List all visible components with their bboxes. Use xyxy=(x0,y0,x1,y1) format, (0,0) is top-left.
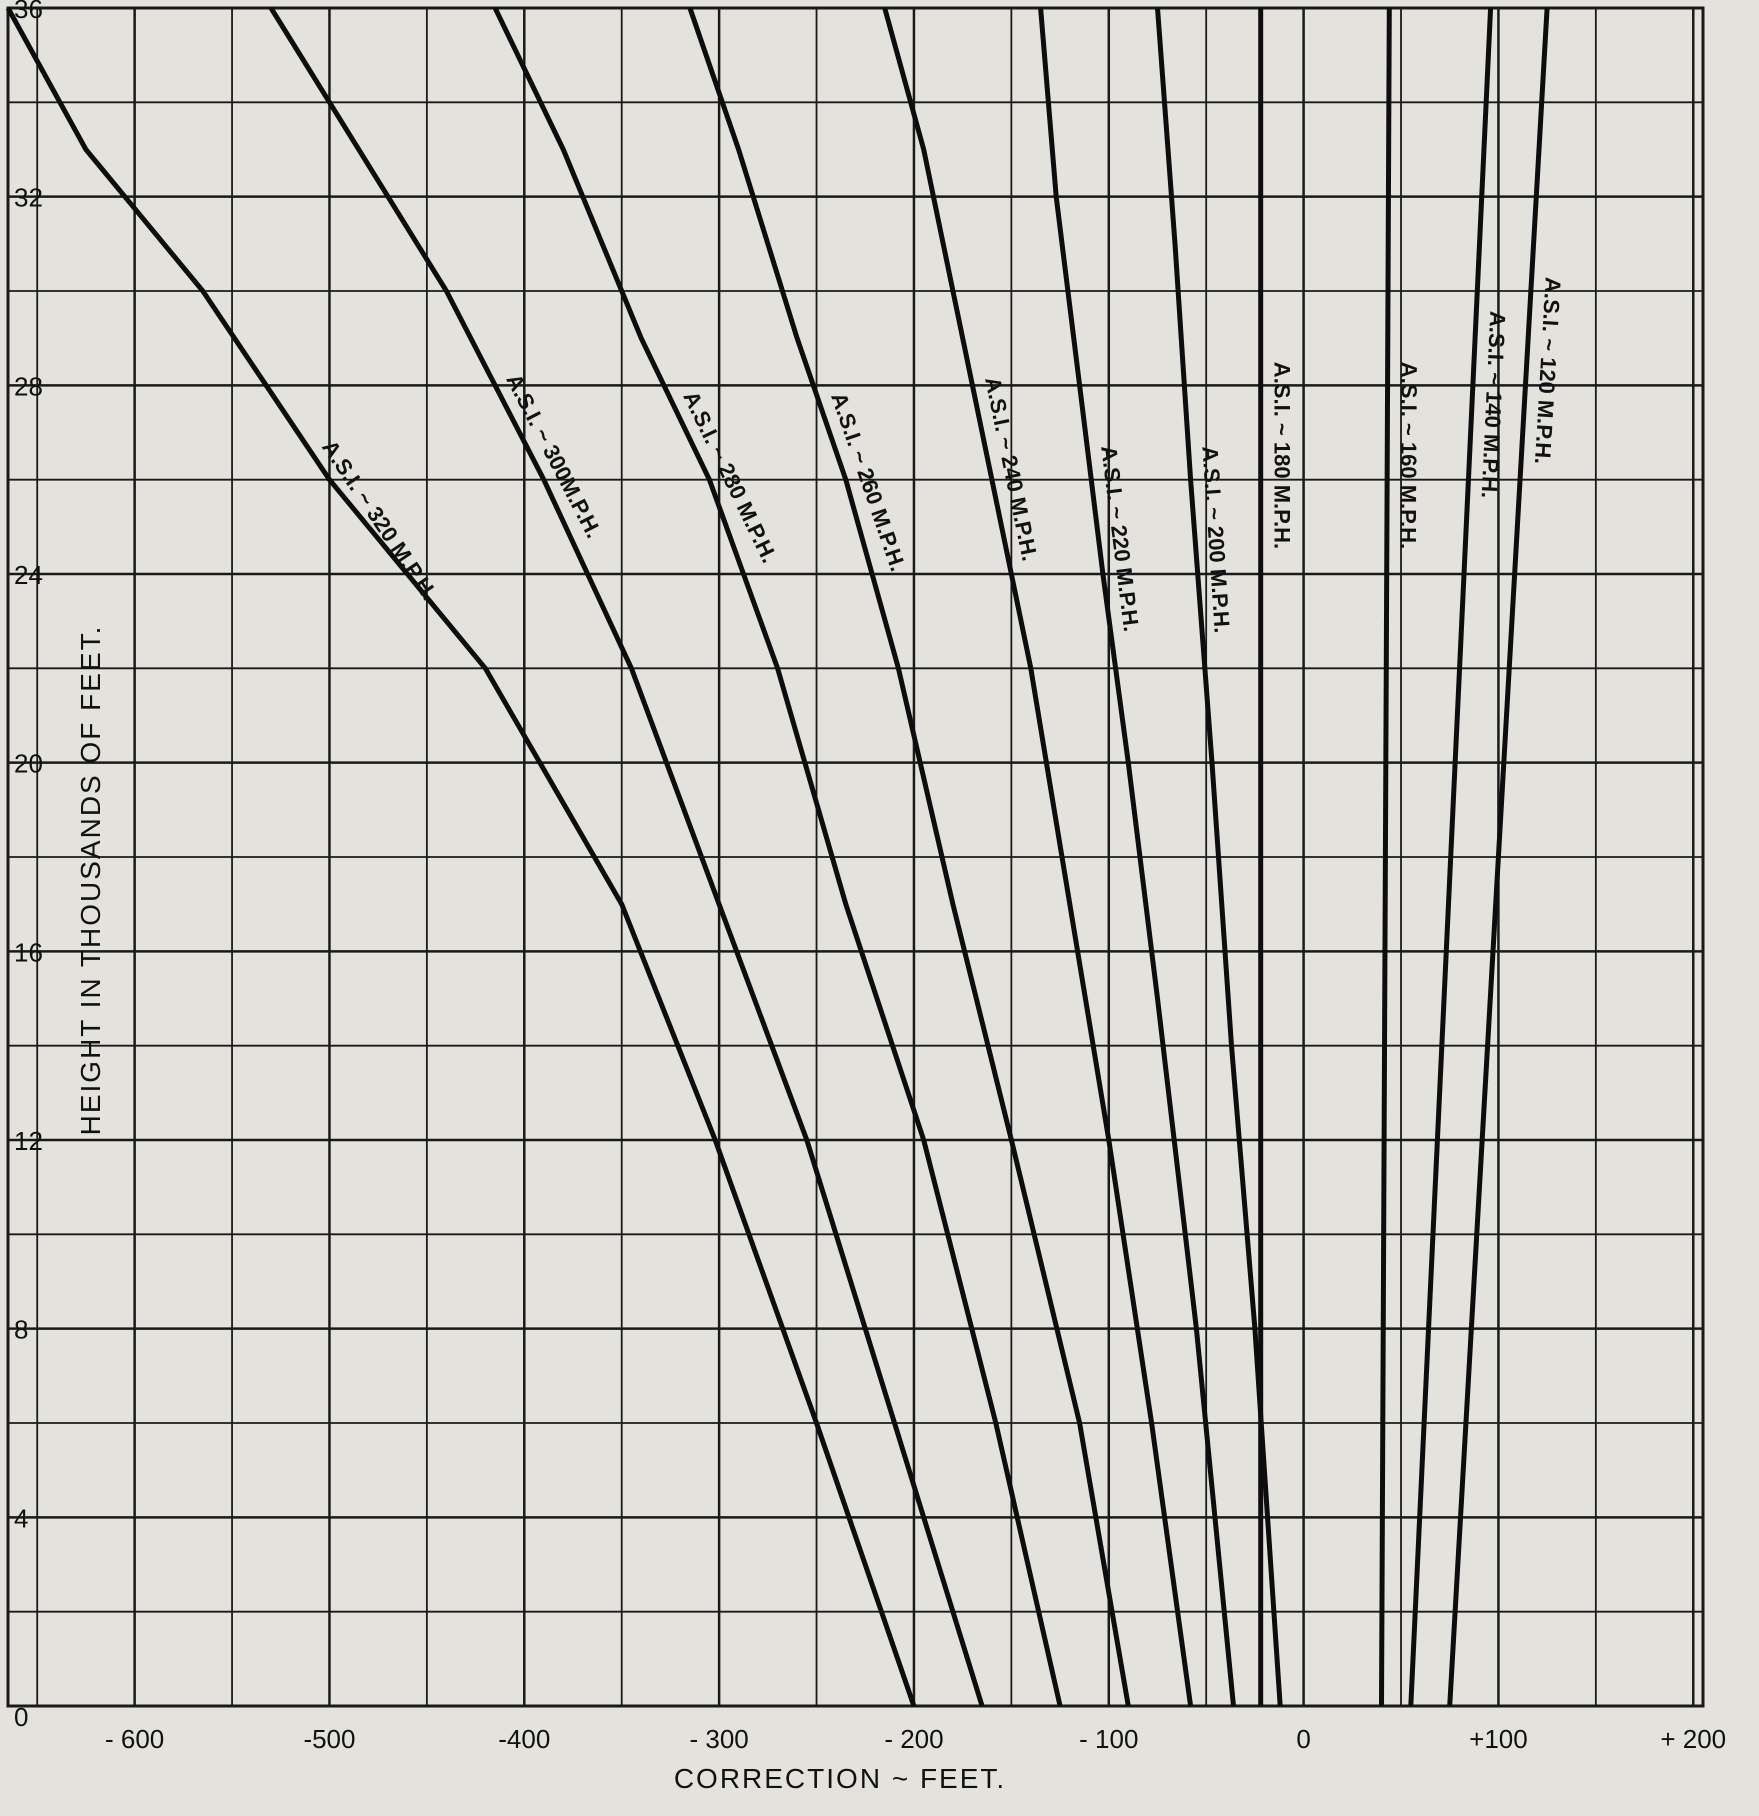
series-label-3: A.S.I. ~ 260 M.P.H. xyxy=(826,389,911,575)
y-tick-label: 20 xyxy=(14,748,43,779)
y-tick-label: 8 xyxy=(14,1314,29,1345)
tick-labels xyxy=(14,0,1726,1754)
y-tick-label: 12 xyxy=(14,1126,43,1156)
y-tick-label: 36 xyxy=(14,0,43,24)
x-tick-label: +100 xyxy=(1469,1724,1528,1754)
series-label-8: A.S.I. ~ 160 M.P.H. xyxy=(1395,361,1422,550)
x-tick-label: -500 xyxy=(303,1724,356,1754)
series-label-6: A.S.I. ~ 200 M.P.H. xyxy=(1197,445,1235,634)
series-label-0: A.S.I. ~ 320 M.P.H. xyxy=(317,435,443,605)
series-label-7: A.S.I. ~ 180 M.P.H. xyxy=(1269,361,1295,550)
y-tick-label: 24 xyxy=(14,560,43,590)
x-tick-label: + 200 xyxy=(1660,1724,1727,1754)
series-label-2: A.S.I. ~ 280 M.P.H. xyxy=(678,387,783,567)
x-tick-label: - 600 xyxy=(105,1724,165,1754)
y-tick-label: 4 xyxy=(14,1503,29,1534)
series-label-10: A.S.I. ~ 120 M.P.H. xyxy=(1529,276,1566,465)
x-tick-label: -400 xyxy=(498,1724,551,1754)
x-tick-label: 0 xyxy=(1296,1724,1311,1754)
x-tick-label: - 200 xyxy=(884,1724,944,1754)
series-label-5: A.S.I. ~ 220 M.P.H. xyxy=(1096,444,1145,634)
y-tick-label: 16 xyxy=(14,937,43,968)
x-tick-label: - 100 xyxy=(1079,1724,1139,1754)
y-tick-label: 28 xyxy=(14,371,43,402)
series-labels xyxy=(317,277,1566,634)
series-label-4: A.S.I. ~ 240 M.P.H. xyxy=(980,374,1043,564)
y-tick-label: 32 xyxy=(14,182,43,213)
x-tick-label: - 300 xyxy=(689,1724,749,1754)
series-label-9: A.S.I. ~ 140 M.P.H. xyxy=(1476,310,1511,499)
x-axis-title: CORRECTION ~ FEET. xyxy=(673,1763,1007,1794)
y-axis-title: HEIGHT IN THOUSANDS OF FEET. xyxy=(75,624,106,1136)
y-tick-label: 0 xyxy=(14,1702,29,1732)
series-label-1: A.S.I. ~ 300M.P.H. xyxy=(501,369,607,542)
